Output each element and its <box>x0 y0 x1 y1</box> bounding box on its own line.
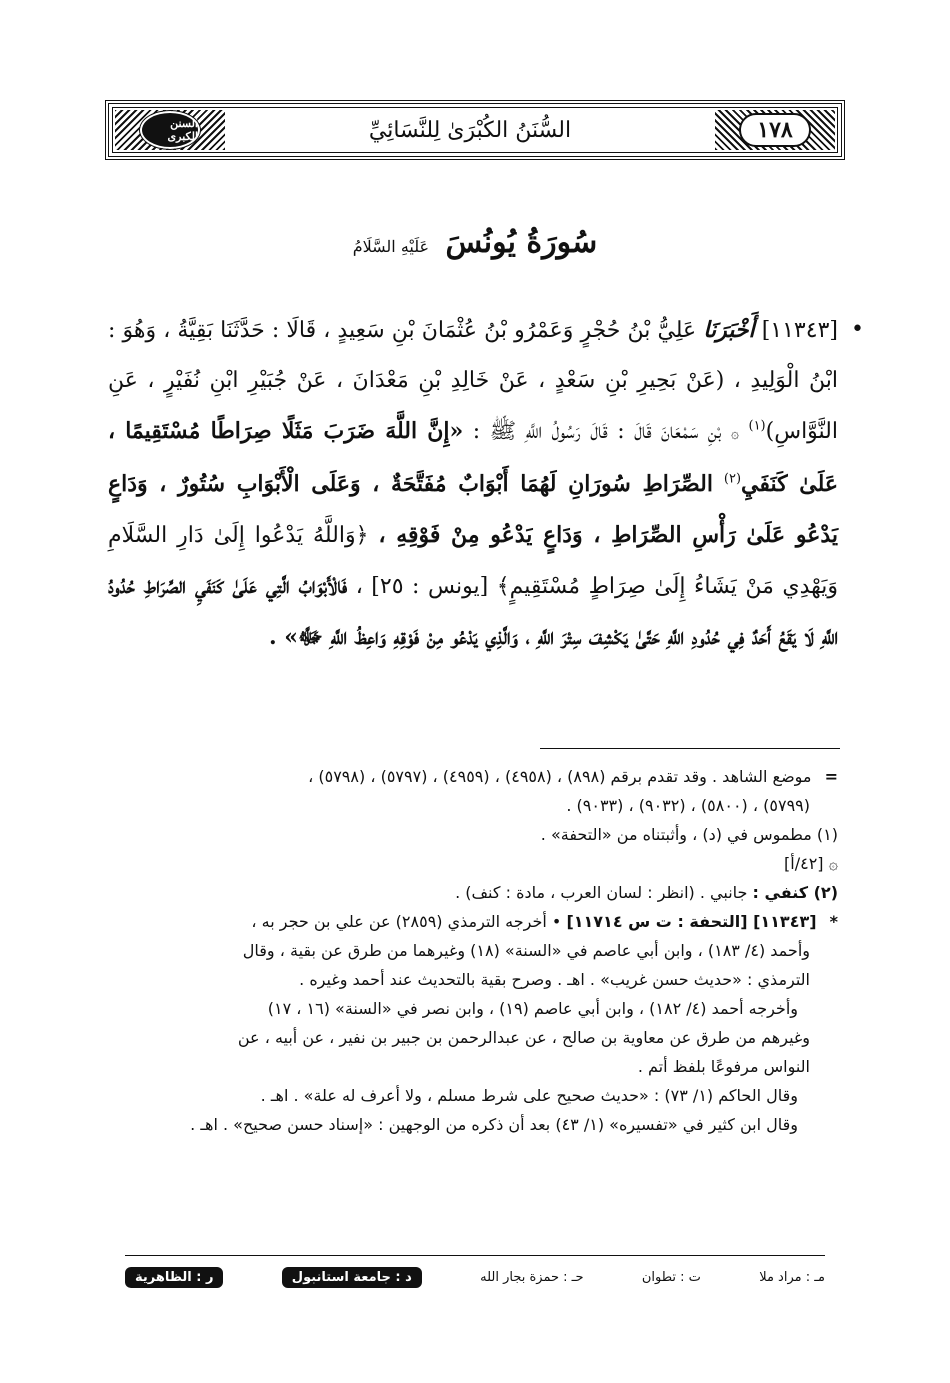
takhrij-text-6: النواس مرفوعًا بلفظ أتم . <box>637 1057 810 1076</box>
credit-h: حـ : حمزة بجار الله <box>480 1269 584 1285</box>
credit-d-badge: د : جامعة استانبول <box>282 1267 422 1288</box>
logo-frame <box>115 110 225 150</box>
footnote-continuation-2: (٥٧٩٩) ، (٥٨٠٠) ، (٩٠٣٢) ، (٩٠٣٣) . <box>566 796 810 815</box>
quran-reference: [يونس : ٢٥] ، <box>355 574 489 599</box>
footnote-separator <box>540 748 840 749</box>
takhrij-text-8: وقال ابن كثير في «تفسيره» (١/ ٤٣) بعد أن ذكره من الوجهين : «إسناد حسن صحيح» . اهـ . <box>190 1115 798 1134</box>
hadith-bullet: • <box>851 317 864 342</box>
takhrij-text-7: وقال الحاكم (١/ ٧٣) : «حديث صحيح على شرط مسلم ، ولا أعرف له علة» . اهـ . <box>260 1086 798 1105</box>
footnote-ref-1: (١) <box>748 418 766 434</box>
footnote-continuation <box>108 762 838 791</box>
folio-marker: ۞ <box>730 426 740 442</box>
hadith-chain-2: بْنِ سَمْعَانَ قَالَ : قَالَ رَسُولُ اللَّهِ ﷺ : <box>472 419 722 444</box>
takhrij-text-3: الترمذي : «حديث حسن غريب» . اهـ . وصرح بقية بالتحديث عند أحمد وغيره . <box>299 970 810 989</box>
footnote-1: (١) مطموس في (د) ، وأثبتناه من «التحفة» . <box>540 825 838 844</box>
credit-r-badge: ر : الظاهرية <box>125 1267 223 1288</box>
takhrij-text-1: • أخرجه الترمذي (٢٨٥٩) عن علي بن حجر به ، <box>251 912 562 931</box>
surah-honorific: عَلَيْهِ السَّلَامُ <box>352 237 430 256</box>
credit-t: ت : تطوان <box>641 1269 701 1285</box>
takhrij-text-5: وغيرهم من طرق عن معاوية بن صالح ، عن عبدالرحمن بن جبير بن نفير ، عن أبيه ، عن <box>237 1028 810 1047</box>
folio-note: ۞ [٤٢/أ] <box>784 854 838 873</box>
takhrij-head-line <box>108 907 838 936</box>
footnote-2 <box>108 878 838 907</box>
surah-name: سُورَةُ يُونُسَ <box>445 225 598 260</box>
footnote-ref-2: (٢) <box>723 471 742 487</box>
hadith-chain-1: عَلِيُّ بْنُ حُجْرٍ وَعَمْرُو بْنُ عُثْمَانَ بْنِ سَعِيدٍ ، قَالَا : حَدَّثَنَا بَقِيَّةُ ، وَهُوَ : ابْنُ الْوَلِيدِ ، (عَنْ بَحِيرِ بْنِ سَعْدٍ ، عَنْ خَالِدِ بْنِ مَعْدَانَ ، عَنْ جُبَيْرِ ابْنِ نُفَيْرٍ ، عَنِ النَّوَّاسِ) <box>108 318 838 444</box>
book-logo-icon: السنن الكبرى <box>140 111 200 149</box>
bottom-rule <box>125 1255 825 1256</box>
hadith-speech-2: الصِّرَاطِ سُورَانِ لَهُمَا أَبْوَابٌ مُفَتَّحَةٌ ، وَعَلَى الْأَبْوَابِ سُتُورٌ ، وَدَاعٍ يَدْعُو عَلَىٰ رَأْسِ الصِّرَاطِ ، وَدَاعٍ يَدْعُو مِنْ فَوْقِهِ ، <box>108 471 838 548</box>
quran-verse: ﴿وَاللَّهُ يَدْعُوا إِلَىٰ دَارِ السَّلَامِ وَيَهْدِي مَنْ يَشَاءُ إِلَىٰ صِرَاطٍ مُسْتَقِيمٍ﴾ <box>108 523 839 599</box>
hadith-speech-3: فَالْأَبْوَابُ الَّتِي عَلَىٰ كَنَفَيِ الصِّرَاطِ حُدُودُ اللَّهِ لَا يَقَعُ أَحَدٌ فِي حُدُودِ اللَّهِ حَتَّىٰ يَكْشِفَ سِتْرَ اللَّهِ ، وَالَّذِي يَدْعُو مِنْ فَوْقِهِ وَاعِظُ اللَّهِ ﷻ» . <box>108 573 838 650</box>
footnotes <box>108 762 838 1139</box>
page-number-frame <box>715 110 835 150</box>
continuation-mark: = <box>824 767 838 786</box>
page-number: ١٧٨ <box>739 113 810 147</box>
takhrij-text-2: وأحمد (٤/ ١٨٣) ، وابن أبي عاصم في «السنة» (١٨) وغيرهما من طرق عن بقية ، وقال <box>242 941 810 960</box>
hadith-number: [١١٣٤٣] <box>761 318 838 343</box>
takhrij-star: * <box>829 912 838 931</box>
page-header <box>105 100 845 160</box>
takhrij-text-4: وأخرجه أحمد (٤/ ١٨٢) ، وابن أبي عاصم (١٩) ، وابن نصر في «السنة» (١٦ ، ١٧) <box>267 999 798 1018</box>
hadith-akhbarana: أَخْبَرَنَا <box>703 317 755 343</box>
hadith-speech-1: «إِنَّ اللَّهَ ضَرَبَ مَثَلًا صِرَاطًا مُسْتَقِيمًا ، عَلَىٰ كَنَفَيِ <box>108 418 838 497</box>
hadith-body <box>108 305 864 663</box>
footnote-2-word: (٢) كنفي : <box>752 883 838 902</box>
book-title: السُّنَنُ الكُبْرَىٰ لِلنَّسَائِيِّ <box>368 117 572 143</box>
surah-title <box>0 225 950 260</box>
footnote-2-text: جانبي . (انظر : لسان العرب ، مادة : كنف) . <box>455 883 748 902</box>
continuation-text-1: موضع الشاهد . وقد تقدم برقم (٨٩٨) ، (٤٩٥٨) ، (٤٩٥٩) ، (٥٧٩٧) ، (٥٧٩٨) ، <box>308 767 812 786</box>
credit-m: مـ : مراد ملا <box>759 1269 825 1285</box>
manuscript-credits <box>125 1262 825 1292</box>
takhrij-head: [١١٣٤٣] [التحفة : ت س ١١٧١٤] <box>566 912 817 931</box>
